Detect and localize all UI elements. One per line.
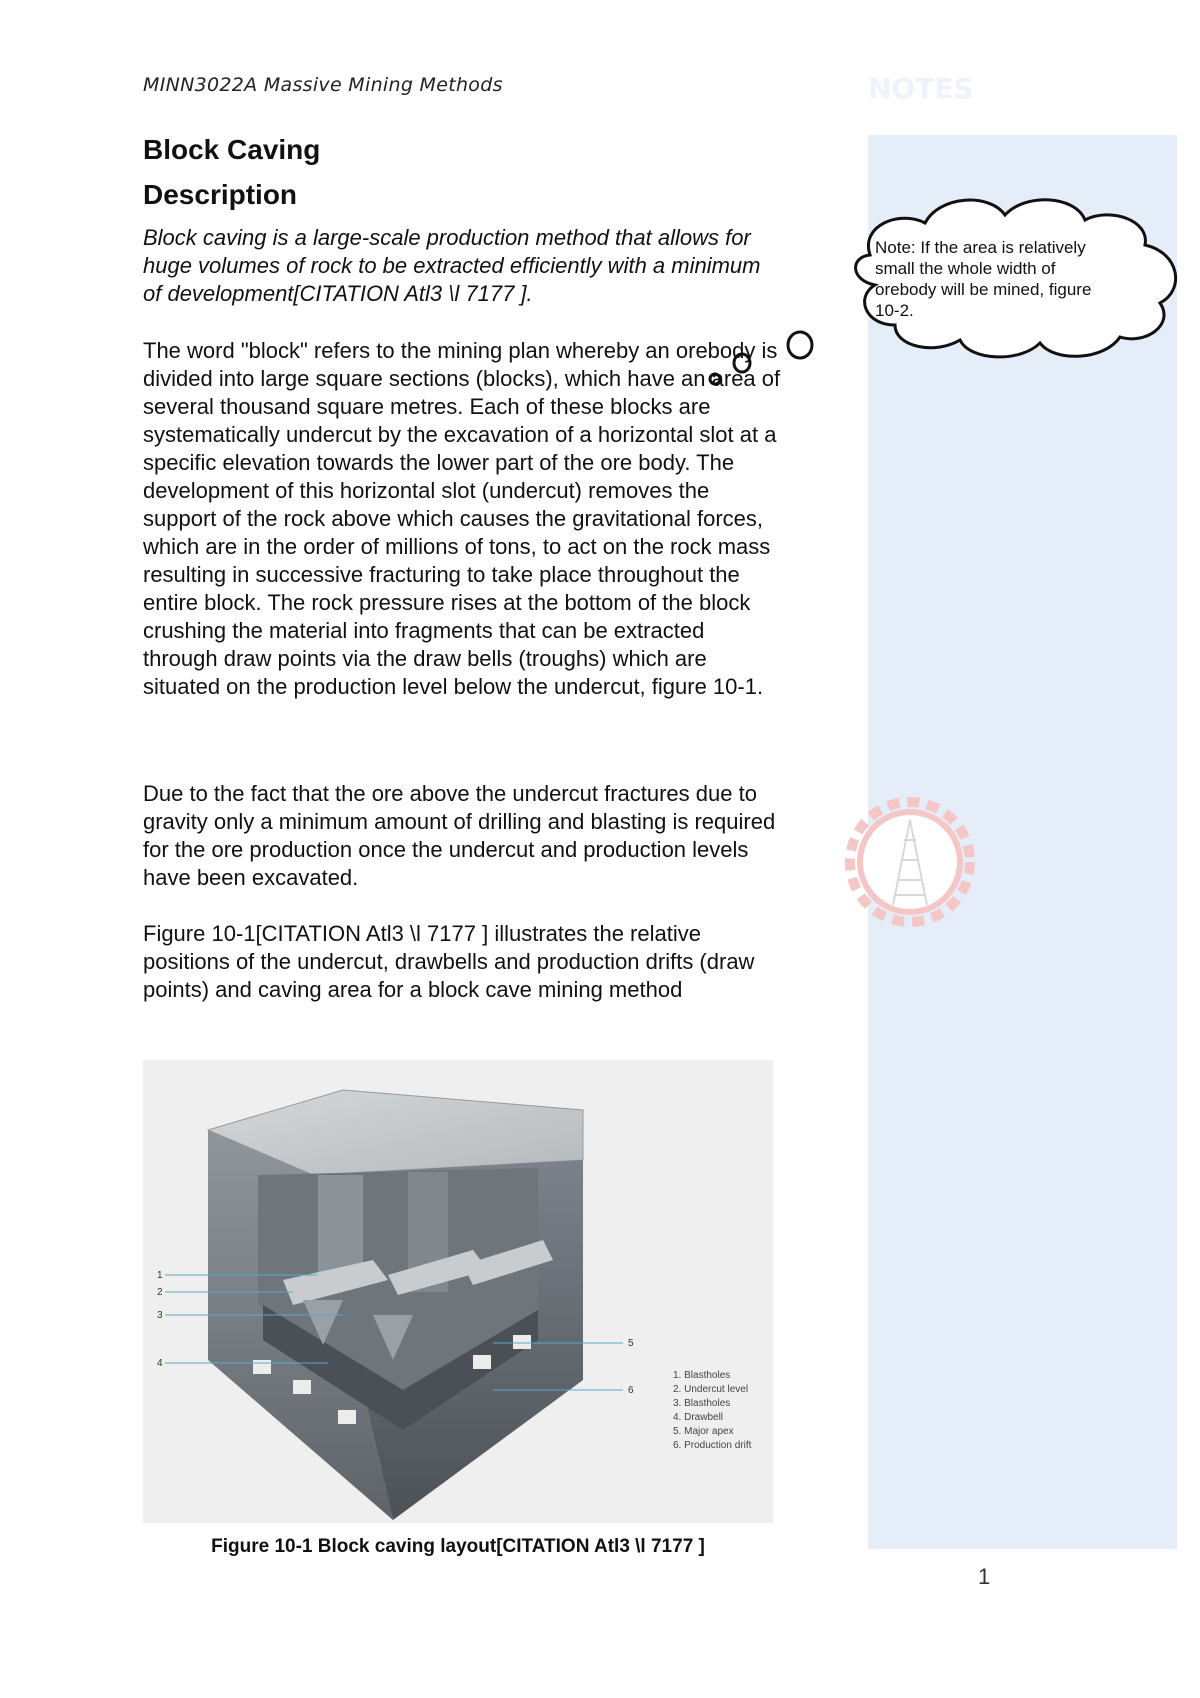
figure-caption: Figure 10-1 Block caving layout[CITATION Atl3 \l 7177 ]: [211, 1536, 705, 1557]
legend-item: 1. Blastholes: [673, 1370, 731, 1381]
intro-paragraph: Block caving is a large-scale production method that allows for huge volumes of rock to be extracted efficiently with a minimum of development[CITATION Atl3 \l 7177 ].: [143, 225, 761, 306]
body-paragraph-2: Due to the fact that the ore above the undercut fractures due to gravity only a minimum amount of drilling and blasting is required for the ore production once the undercut and production levels have been excavated.: [143, 781, 776, 890]
note-text: Note: If the area is relatively small the whole width of orebody will be mined, figure 10-2.: [875, 238, 1092, 320]
notes-title: NOTES: [868, 72, 974, 105]
thought-bubble-dot-large: [780, 325, 820, 365]
callout-2: 2: [157, 1287, 163, 1298]
production-drift: [338, 1410, 356, 1424]
callout-5: 5: [628, 1338, 634, 1349]
callout-6: 6: [628, 1385, 634, 1396]
body-paragraph-3: Figure 10-1[CITATION Atl3 \l 7177 ] illustrates the relative positions of the undercut, drawbells and production drifts (draw points) and caving area for a block cave mining method: [143, 921, 755, 1002]
production-drift: [513, 1335, 531, 1349]
production-drift: [253, 1360, 271, 1374]
university-watermark-icon: [838, 790, 983, 935]
section-heading: Description: [143, 179, 298, 210]
body-paragraph-1: The word "block" refers to the mining plan whereby an orebody is divided into large square sections (blocks), which have an area of several thousand square metres. Each of these blocks are systematically undercut by the excavation of a horizontal slot at a specific elevation towards the lower part of the ore body. The development of this horizontal slot (undercut) removes the support of the rock above which causes the gravitational forces, which are in the order of millions of tons, to act on the rock mass resulting in successive fracturing to take place throughout the entire block. The rock pressure rises at the bottom of the block crushing the material into fragments that can be extracted through draw points via the draw bells (troughs) which are situated on the production level below the undercut, figure 10-1.: [143, 338, 781, 699]
page-number: 1: [978, 1564, 991, 1589]
block-caving-figure: [143, 1060, 773, 1523]
legend-item: 4. Drawbell: [673, 1412, 724, 1423]
block-caving-diagram: [143, 1060, 773, 1523]
production-drift: [293, 1380, 311, 1394]
legend-item: 3. Blastholes: [673, 1398, 731, 1409]
production-drift: [473, 1355, 491, 1369]
legend-item: 6. Production drift: [673, 1440, 752, 1451]
callout-1: 1: [157, 1270, 163, 1281]
callout-4: 4: [157, 1358, 163, 1369]
course-header: MINN3022A Massive Mining Methods: [143, 74, 503, 96]
callout-3: 3: [157, 1310, 163, 1321]
page-title: Block Caving: [143, 134, 321, 165]
legend-item: 2. Undercut level: [673, 1384, 749, 1395]
legend-item: 5. Major apex: [673, 1426, 734, 1437]
